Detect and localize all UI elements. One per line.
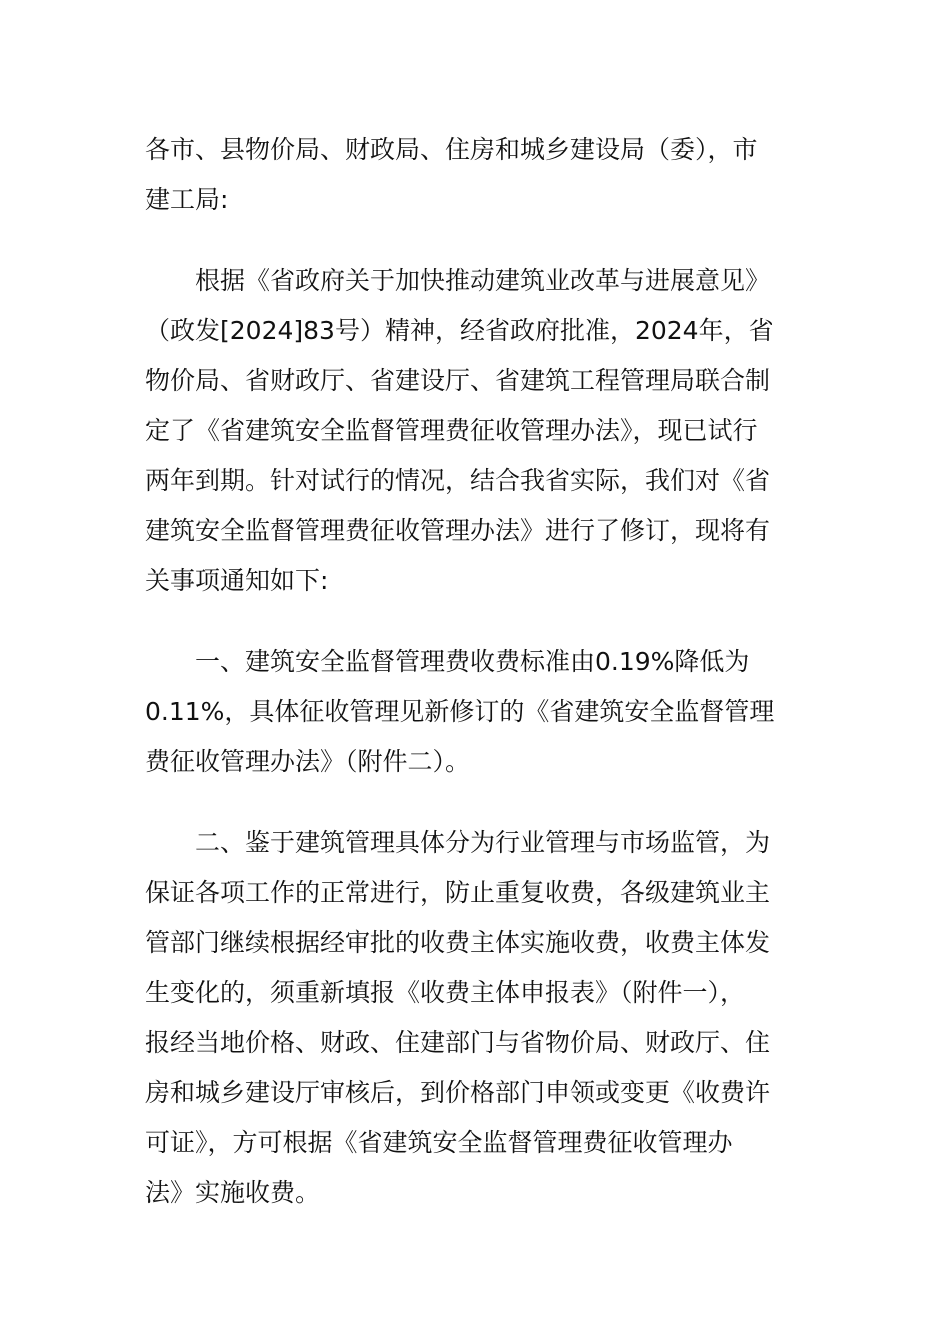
paragraph-line: 可证》，方可根据《省建筑安全监督管理费征收管理办 — [145, 1128, 733, 1157]
paragraph-line: 费征收管理办法》（附件二）。 — [145, 747, 471, 776]
paragraph-line: 房和城乡建设厅审核后，到价格部门申领或变更《收费许 — [145, 1078, 771, 1107]
paragraph-line: 根据《省政府关于加快推动建筑业改革与进展意见》 — [195, 266, 771, 295]
paragraph-line: 管部门继续根据经审批的收费主体实施收费，收费主体发 — [145, 928, 771, 957]
paragraph-line: 两年到期。针对试行的情况，结合我省实际，我们对《省 — [145, 466, 771, 495]
paragraph-item-2 — [145, 818, 805, 1218]
paragraph-line: 一、建筑安全监督管理费收费标准由0.19%降低为 — [195, 647, 750, 676]
paragraph-line: 物价局、省财政厅、省建设厅、省建筑工程管理局联合制 — [145, 366, 771, 395]
paragraph-line: （政发[2024]83号）精神，经省政府批准，2024年，省 — [145, 316, 774, 345]
paragraph-line: 保证各项工作的正常进行，防止重复收费，各级建筑业主 — [145, 878, 771, 907]
paragraph-line: 法》实施收费。 — [145, 1178, 321, 1207]
paragraph-line: 生变化的，须重新填报《收费主体申报表》（附件一）， — [145, 978, 746, 1007]
document-body — [145, 125, 805, 1218]
paragraph-line: 二、鉴于建筑管理具体分为行业管理与市场监管，为 — [195, 828, 771, 857]
paragraph-line: 定了《省建筑安全监督管理费征收管理办法》，现已试行 — [145, 416, 758, 445]
salutation-line: 各市、县物价局、财政局、住房和城乡建设局（委），市 — [145, 135, 758, 164]
paragraph-intro — [145, 256, 805, 606]
salutation — [145, 125, 805, 225]
paragraph-item-1 — [145, 637, 805, 787]
paragraph-line: 报经当地价格、财政、住建部门与省物价局、财政厅、住 — [145, 1028, 771, 1057]
salutation-line: 建工局: — [145, 185, 229, 214]
paragraph-line: 建筑安全监督管理费征收管理办法》进行了修订，现将有 — [145, 516, 771, 545]
paragraph-line: 关事项通知如下: — [145, 566, 329, 595]
paragraph-line: 0.11%，具体征收管理见新修订的《省建筑安全监督管理 — [145, 697, 775, 726]
